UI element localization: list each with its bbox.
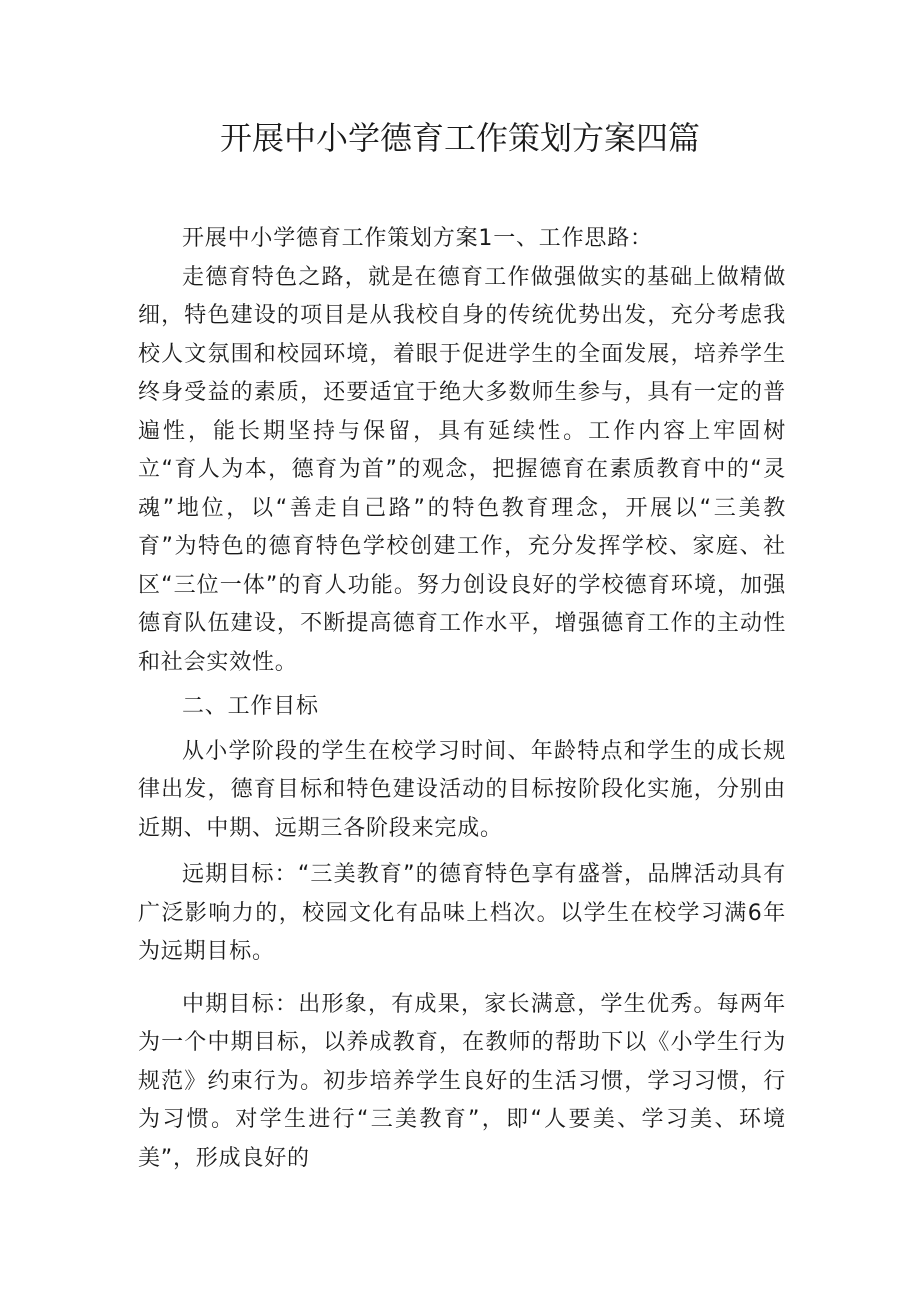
- heading-work-goals: 二、工作目标: [182, 694, 319, 719]
- document-body: [138, 220, 786, 1178]
- paragraph-mid-term-goal: 中期目标：出形象，有成果，家长满意，学生优秀。每两年为一个中期目标，以养成教育，在教师的帮助下以《小学生行为规范》约束行为。初步培养学生良好的生活习惯，学习习惯，行为习惯。对学生进行“三美教育”，即“人要美、学习美、环境美”，形成良好的: [138, 991, 786, 1171]
- paragraph-work-ideas: 走德育特色之路，就是在德育工作做强做实的基础上做精做细，特色建设的项目是从我校自身的传统优势出发，充分考虑我校人文氛围和校园环境，着眼于促进学生的全面发展，培养学生终身受益的素质，还要适宜于绝大多数师生参与，具有一定的普遍性，能长期坚持与保留，具有延续性。工作内容上牢固树立“育人为本，德育为首”的观念，把握德育在素质教育中的“灵魂”地位，以“善走自己路”的特色教育理念，开展以“三美教育”为特色的德育特色学校创建工作，充分发挥学校、家庭、社区“三位一体”的育人功能。努力创设良好的学校德育环境，加强德育队伍建设，不断提高德育工作水平，增强德育工作的主动性和社会实效性。: [138, 264, 786, 675]
- paragraph-long-term-goal: 远期目标：“三美教育”的德育特色享有盛誉，品牌活动具有广泛影响力的，校园文化有品味上档次。以学生在校学习满6年为远期目标。: [138, 862, 786, 964]
- paragraph-goal-stages: 从小学阶段的学生在校学习时间、年龄特点和学生的成长规律出发，德育目标和特色建设活动的目标按阶段化实施，分别由近期、中期、远期三各阶段来完成。: [138, 738, 786, 841]
- document-title: 开展中小学德育工作策划方案四篇: [219, 119, 700, 157]
- paragraph-intro: 开展中小学德育工作策划方案1一、工作思路：: [182, 226, 653, 251]
